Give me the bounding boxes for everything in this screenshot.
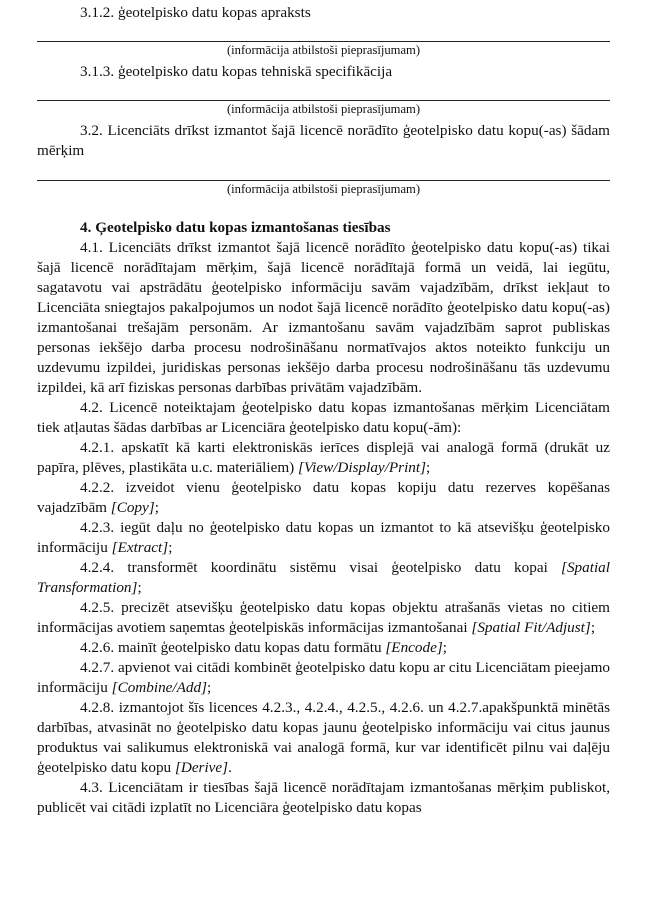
paragraph-4-2-5-text: 4.2.5. precizēt atsevišķu ģeotelpisko datu kopas objektu atrašanās vietas no citiem informācijas avotiem saņemtas ģeotelpiskās informācijas izmantošanai	[37, 599, 610, 636]
item-3-2: 3.2. Licenciāts drīkst izmantot šajā licencē norādīto ģeotelpisko datu kopu(-as) šādam mērķim	[37, 122, 610, 159]
fill-line-3	[37, 180, 610, 181]
paragraph-4-2-3-term: [Extract]	[111, 539, 169, 556]
section-4	[37, 218, 610, 818]
paragraph-4-2-7-text: 4.2.7. apvienot vai citādi kombinēt ģeotelpisko datu kopu ar citu Licenciātam pieejamo informāciju	[37, 659, 610, 696]
item-3-1-2: 3.1.2. ģeotelpisko datu kopas apraksts	[80, 4, 311, 21]
paragraph-4-2-2	[37, 478, 610, 518]
paragraph-4-2-7	[37, 658, 610, 698]
punct: ;	[154, 499, 159, 516]
paragraph-4-2-6-term: [Encode]	[385, 639, 443, 656]
fill-line-1	[37, 41, 610, 42]
paragraph-4-2-3	[37, 518, 610, 558]
paragraph-4-1: 4.1. Licenciāts drīkst izmantot šajā licencē norādīto ģeotelpisko datu kopu(-as) tikai šajā licencē norādītajam mērķim, šajā licencē norādītajā formā un veidā, lai iegūtu, sagatavotu vai apstrādātu ģeotelpisko informāciju savām vajadzībām, drīkst iekļaut to Licenciāta sniegtajos pakalpojumos un nodot šajā licencē norādīto ģeotelpisko datu kopu(-as) izmantošanai trešajām personām. Ar izmantošanu savām vajadzībām saprot publiskas personas iekšējo darba procesu nodrošināšanu normatīvajos aktos noteikto funkciju un uzdevumu izpildei, juridiskas personas iekšējo darba procesu nodrošināšanu tās uzdevumu izpildei, kā arī fiziskas personas darbības privātām vajadzībām.	[37, 239, 610, 396]
section-4-heading: 4. Ģeotelpisko datu kopas izmantošanas tiesības	[80, 219, 391, 236]
paragraph-4-2-3-text: 4.2.3. iegūt daļu no ģeotelpisko datu kopas un izmantot to kā atsevišķu ģeotelpisko informāciju	[37, 519, 610, 556]
punct: ;	[590, 619, 596, 636]
paragraph-4-2-1-text: 4.2.1. apskatīt kā karti elektroniskās ierīces displejā vai analogā formā (drukāt uz papīra, plēves, plastikāta u.c. materiāliem)	[37, 439, 610, 476]
paragraph-4-2-5	[37, 598, 610, 638]
punct: ;	[442, 639, 447, 656]
paragraph-4-2-4-term: [Spatial Transformation]	[37, 559, 610, 596]
paragraph-4-2: 4.2. Licencē noteiktajam ģeotelpisko datu kopas izmantošanas mērķim Licenciātam tiek atļautas šādas darbības ar Licenciāra ģeotelpisko datu kopu(-ām):	[37, 399, 610, 436]
caption-3: (informācija atbilstoši pieprasījumam)	[226, 182, 421, 196]
fill-line-2	[37, 100, 610, 101]
punct: ;	[207, 679, 212, 696]
paragraph-4-2-5-term: [Spatial Fit/Adjust]	[471, 619, 591, 636]
punct: ;	[426, 459, 431, 476]
paragraph-4-3: 4.3. Licenciātam ir tiesības šajā licencē norādītajam izmantošanas mērķim publiskot, publicēt vai citādi izplatīt no Licenciāra ģeotelpisko datu kopas	[37, 779, 610, 816]
punct: ;	[168, 539, 173, 556]
punct: ;	[137, 579, 142, 596]
paragraph-4-2-4	[37, 558, 610, 598]
paragraph-4-2-7-term: [Combine/Add]	[111, 679, 208, 696]
paragraph-4-2-4-text: 4.2.4. transformēt koordinātu sistēmu visai ģeotelpisko datu kopai	[80, 559, 562, 576]
item-3-1-3: 3.1.3. ģeotelpisko datu kopas tehniskā specifikācija	[80, 63, 393, 80]
caption-2: (informācija atbilstoši pieprasījumam)	[226, 102, 421, 116]
punct: .	[228, 759, 232, 776]
paragraph-4-2-2-text: 4.2.2. izveidot vienu ģeotelpisko datu kopas kopiju datu rezerves kopēšanas vajadzībām	[37, 479, 610, 516]
paragraph-4-2-8-term: [Derive]	[174, 759, 229, 776]
paragraph-4-2-6-text: 4.2.6. mainīt ģeotelpisko datu kopas datu formātu	[80, 639, 386, 656]
paragraph-4-2-1-term: [View/Display/Print]	[298, 459, 427, 476]
caption-1: (informācija atbilstoši pieprasījumam)	[226, 43, 421, 57]
paragraph-4-2-2-term: [Copy]	[110, 499, 155, 516]
paragraph-4-2-8	[37, 698, 610, 778]
paragraph-4-2-8-text: 4.2.8. izmantojot šīs licences 4.2.3., 4.2.4., 4.2.5., 4.2.6. un 4.2.7.apakšpunktā minētās darbības, atvasināt no ģeotelpisko datu kopas jaunu ģeotelpisko informāciju vai citus jaunus produktus vai salikumus elektroniskā vai analogā formā, kur var identificēt pilnu vai daļēju ģeotelpisko datu kopu	[37, 699, 610, 776]
paragraph-4-2-1	[37, 438, 610, 478]
paragraph-4-2-6	[37, 638, 610, 658]
